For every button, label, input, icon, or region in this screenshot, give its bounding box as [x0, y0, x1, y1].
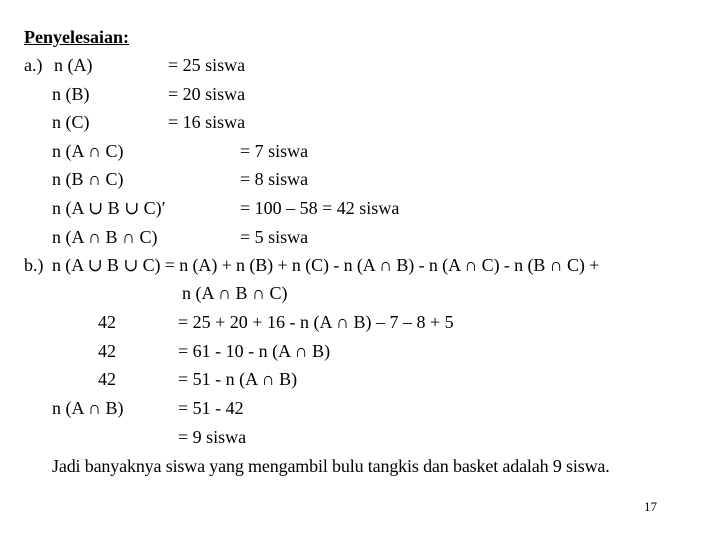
part-a-label: a.)	[24, 55, 43, 75]
given-rhs: = 100 – 58 = 42 siswa	[240, 198, 400, 218]
given-lhs: n (A ∩ C)	[52, 141, 124, 161]
heading: Penyelesaian:	[24, 27, 129, 47]
page-number: 17	[644, 499, 657, 514]
step-rhs: = 25 + 20 + 16 - n (A ∩ B) – 7 – 8 + 5	[178, 312, 454, 332]
step-rhs: = 51 - n (A ∩ B)	[178, 369, 298, 389]
formula-line: n (A ∪ B ∪ C) = n (A) + n (B) + n (C) - n (A ∩ B) - n (A ∩ C) - n (B ∩ C) +	[52, 255, 600, 275]
conclusion: Jadi banyaknya siswa yang mengambil bulu tangkis dan basket adalah 9 siswa.	[52, 456, 610, 476]
given-rhs: = 8 siswa	[240, 169, 309, 189]
given-rhs: = 20 siswa	[168, 84, 246, 104]
given-rhs: = 16 siswa	[168, 112, 246, 132]
formula-line: n (A ∩ B ∩ C)	[182, 283, 288, 303]
step-lhs: 42	[98, 341, 116, 361]
step-rhs: = 51 - 42	[178, 398, 244, 418]
given-lhs: n (A)	[54, 55, 93, 75]
given-rhs: = 5 siswa	[240, 227, 309, 247]
part-b-label: b.)	[24, 255, 44, 275]
given-lhs: n (B)	[52, 84, 90, 104]
given-lhs: n (A ∩ B ∩ C)	[52, 227, 158, 247]
step-lhs: n (A ∩ B)	[52, 398, 124, 418]
given-lhs: n (B ∩ C)	[52, 169, 124, 189]
given-lhs: n (A ∪ B ∪ C)′	[52, 198, 166, 218]
given-rhs: = 25 siswa	[168, 55, 246, 75]
step-rhs: = 61 - 10 - n (A ∩ B)	[178, 341, 331, 361]
step-lhs: 42	[98, 312, 116, 332]
step-lhs: 42	[98, 369, 116, 389]
given-lhs: n (C)	[52, 112, 90, 132]
step-rhs: = 9 siswa	[178, 427, 247, 447]
given-rhs: = 7 siswa	[240, 141, 309, 161]
